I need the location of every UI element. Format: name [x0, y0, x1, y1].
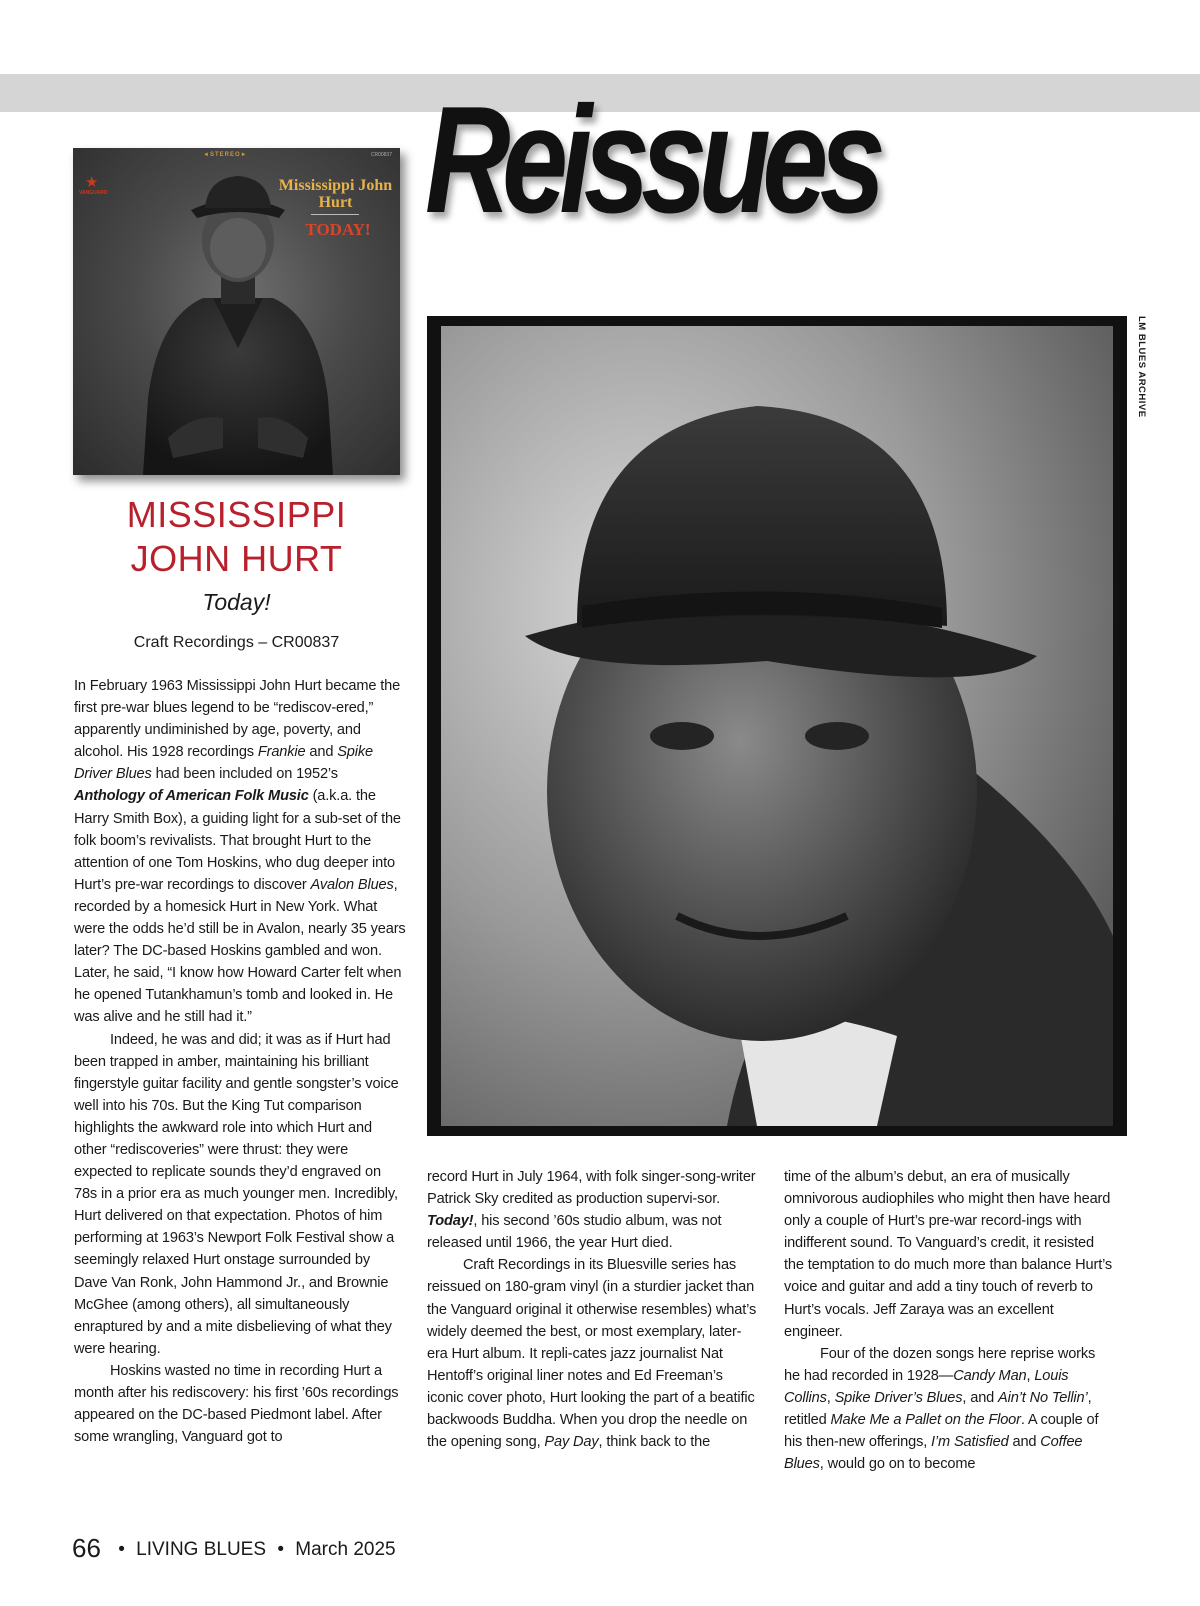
- text-run: , retitled: [784, 1389, 1092, 1429]
- section-title: Reissues: [425, 75, 878, 245]
- text-run: , recorded by a homesick Hurt in New York. What were the odds he’d still be in Avalon, nearly 35 years later? The DC-based Hoskins gambled and won. Later, he said, “I know how Howard Carter felt when he opened Tutankhamun’s tomb and looked in. He was alive and he still had it.”: [74, 876, 406, 1026]
- text-run: and: [1008, 1434, 1041, 1451]
- song-title: Spike Driver Blues: [74, 744, 373, 783]
- photo-credit: LM BLUES ARCHIVE: [1136, 316, 1147, 418]
- song-title: Coffee Blues: [784, 1434, 1083, 1473]
- portrait-photo: [427, 316, 1127, 1136]
- paragraph: time of the album’s debut, an era of musically omnivorous audiophiles who might then have heard only a couple of Hurt’s pre-war record-ings with indifferent sound. To Vanguard’s credit, it resisted the temptation to do much more than balance Hurt’s voice and guitar and add a tiny touch of reverb to Hurt’s vocals. Jeff Zaraya was an excellent engineer.: [784, 1169, 1113, 1340]
- vanguard-logo: [79, 175, 119, 196]
- text-run: ,: [1026, 1367, 1035, 1384]
- text-run: . A couple of his then-new offerings,: [784, 1412, 1099, 1451]
- text-run: ,: [826, 1389, 835, 1406]
- cover-artist: Mississippi John Hurt: [278, 177, 393, 211]
- paragraph: [427, 1166, 757, 1254]
- song-title: Louis Collins: [784, 1367, 1069, 1406]
- text-run: and: [305, 744, 338, 761]
- song-title: I’m Satisfied: [931, 1434, 1009, 1451]
- article-column-3: [784, 1166, 1114, 1475]
- vanguard-star-icon: ★: [85, 174, 99, 191]
- text-run: record Hurt in July 1964, with folk singer-song-writer Patrick Sky credited as production supervi-sor.: [427, 1169, 756, 1208]
- page-number: 66: [72, 1533, 101, 1563]
- paragraph: [74, 675, 406, 1029]
- paragraph: Hoskins wasted no time in recording Hurt a month after his rediscovery: his first ’60s recordings appeared on the DC-based Piedmont label. After some wrangling, Vanguard got to: [74, 1362, 399, 1446]
- page-footer: [72, 1533, 396, 1564]
- magazine-name: LIVING BLUES: [136, 1539, 267, 1560]
- text-run: (a.k.a. the Harry Smith Box), a guiding light for a sub-set of the folk boom’s revivalists. That brought Hurt to the attention of one Tom Hoskins, who dug deeper into Hurt’s pre-war recordings to discover: [74, 788, 401, 893]
- paragraph: [427, 1254, 757, 1453]
- album-title: Anthology of American Folk Music: [74, 788, 309, 805]
- bullet-separator: •: [118, 1539, 125, 1560]
- text-run: Four of the dozen songs here reprise works he had recorded in 1928—: [784, 1345, 1096, 1384]
- cover-ornament: [311, 214, 359, 215]
- text-run: , his second ’60s studio album, was not released until 1966, the year Hurt died.: [427, 1213, 722, 1252]
- text-run: , think back to the: [598, 1434, 711, 1451]
- text-run: , and: [962, 1389, 999, 1406]
- text-run: had been included on 1952’s: [151, 766, 338, 783]
- article-column-2: [427, 1166, 757, 1453]
- text-run: , would go on to become: [819, 1456, 976, 1473]
- song-title: Frankie: [257, 744, 306, 761]
- cover-catalog-number: CR00837: [370, 152, 392, 158]
- bullet-separator: •: [277, 1539, 284, 1560]
- vanguard-logo-text: VANGUARD: [79, 190, 108, 196]
- article-label-line: Craft Recordings – CR00837: [133, 634, 340, 651]
- cover-title: TODAY!: [305, 220, 371, 239]
- song-title: Avalon Blues: [310, 876, 394, 893]
- issue-date: March 2025: [295, 1539, 396, 1560]
- song-title: Candy Man: [953, 1367, 1027, 1384]
- article-column-1: [74, 675, 406, 1448]
- text-run: Craft Recordings in its Bluesville series has reissued on 180-gram vinyl (in a sturdier jacket than the Vanguard original it otherwise resembles) what’s widely deemed the best, or most exemplary, later-era Hurt album. It repli-cates jazz journalist Nat Hentoff’s original liner notes and Ed Freeman’s iconic cover photo, Hurt looking the part of a beatific backwoods Buddha. When you drop the needle on the opening song,: [427, 1257, 757, 1451]
- song-title: Spike Driver’s Blues: [834, 1389, 963, 1406]
- paragraph: [784, 1343, 1114, 1476]
- article-album-title: Today!: [202, 589, 271, 615]
- album-title: Today!: [427, 1213, 474, 1230]
- main-photo: [427, 316, 1127, 1136]
- song-title: Make Me a Pallet on the Floor: [830, 1412, 1021, 1429]
- paragraph: Indeed, he was and did; it was as if Hurt had been trapped in amber, maintaining his brilliant fingerstyle guitar facility and gentle songster’s voice well into his 70s. But the King Tut comparison highlights the awkward role into which Hurt and other “rediscoveries” were thrust: they were expected to replicate sounds they’d engraved on 78s in a prior era as much younger men. Incredibly, Hurt delivered on that expectation. Photos of him performing at 1963’s Newport Folk Festival show a seemingly relaxed Hurt onstage surrounded by Dave Van Ronk, John Hammond Jr., and Brownie McGhee (among others), all simultaneously enraptured by and a mite disbelieving of what they were hearing.: [74, 1031, 399, 1357]
- album-cover-image: [73, 148, 400, 475]
- song-title: Ain’t No Tellin’: [998, 1389, 1088, 1406]
- article-artist-heading: MISSISSIPPI JOHN HURT: [126, 494, 347, 579]
- text-run: In February 1963 Mississippi John Hurt became the first pre-war blues legend to be “rediscov-ered,” apparently undiminished by age, poverty, and alcohol. His 1928 recordings: [74, 678, 401, 761]
- song-title: Pay Day: [544, 1434, 599, 1451]
- stereo-label: ◄STEREO►: [203, 152, 248, 158]
